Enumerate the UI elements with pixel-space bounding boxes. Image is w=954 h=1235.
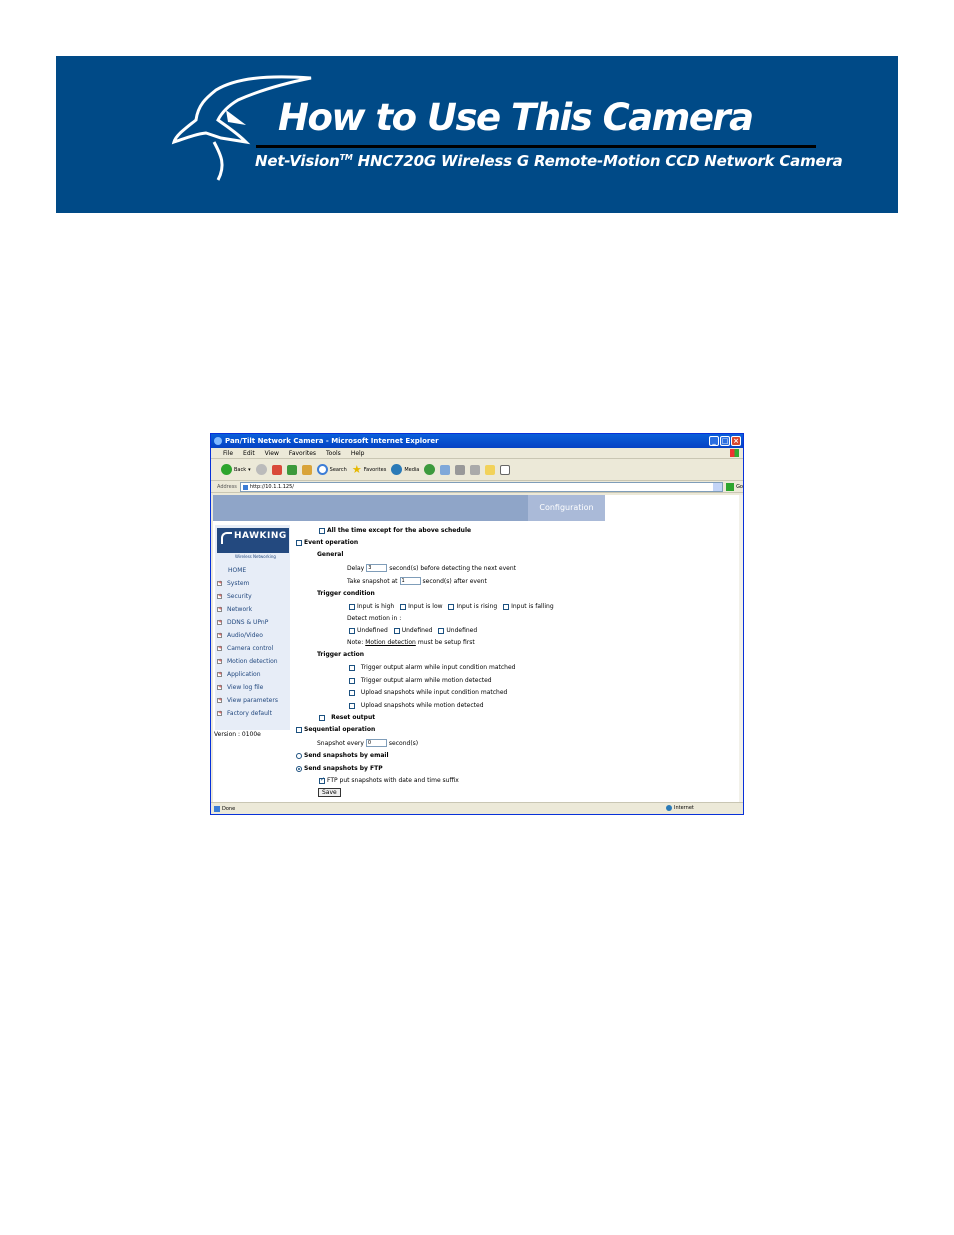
send-ftp-row: Send snapshots by FTP — [296, 765, 383, 772]
stop-icon[interactable] — [272, 465, 282, 475]
menu-tools[interactable]: Tools — [326, 449, 341, 457]
action-row-4: Upload snapshots while motion detected — [349, 702, 484, 709]
minimize-button[interactable]: _ — [709, 436, 719, 446]
delay-input[interactable]: 3 — [366, 564, 387, 572]
close-button[interactable]: × — [731, 436, 741, 446]
address-input[interactable]: http://10.1.1.125/ — [240, 482, 723, 492]
home-icon[interactable] — [302, 465, 312, 475]
motion-detection-link[interactable]: Motion detection — [365, 639, 416, 646]
address-label: Address — [217, 483, 237, 490]
action-row-2: Trigger output alarm while motion detected — [349, 677, 492, 684]
motion-window-2-checkbox[interactable] — [394, 628, 400, 634]
send-email-row: Send snapshots by email — [296, 752, 389, 759]
expand-icon: + — [218, 580, 223, 586]
snapshot-every-row: Snapshot every 0 second(s) — [317, 739, 419, 747]
input-low-checkbox[interactable] — [400, 604, 406, 610]
history-icon[interactable] — [424, 464, 435, 475]
action-3-checkbox[interactable] — [349, 690, 355, 696]
edit-icon[interactable] — [470, 465, 480, 475]
sidebar-item-home[interactable]: HOME — [228, 567, 247, 574]
sequential-operation-checkbox[interactable] — [296, 727, 302, 733]
favorites-button[interactable]: ★ Favorites — [351, 463, 387, 476]
expand-icon: + — [218, 593, 223, 599]
toolbar — [211, 459, 743, 481]
note-row: Note: Motion detection must be setup first — [347, 639, 475, 646]
expand-icon: + — [218, 606, 223, 612]
expand-icon: + — [218, 671, 223, 677]
sequential-operation-row: Sequential operation — [296, 726, 375, 733]
input-high-checkbox[interactable] — [349, 604, 355, 610]
search-icon — [317, 464, 328, 475]
motion-window-3-checkbox[interactable] — [438, 628, 444, 634]
sidebar-item-factory-default[interactable]: + Factory default — [218, 710, 272, 717]
reset-output-row: Reset output — [319, 714, 375, 721]
banner-title: How to Use This Camera — [278, 96, 753, 139]
banner-subtitle: Net-Vision™ HNC720G Wireless G Remote-Motion CCD Network Camera — [255, 152, 843, 170]
reset-output-checkbox[interactable] — [319, 715, 325, 721]
status-text: Done — [222, 805, 236, 812]
input-falling-checkbox[interactable] — [503, 604, 509, 610]
go-arrow-icon — [726, 483, 734, 491]
trigger-condition-heading: Trigger condition — [317, 590, 375, 597]
send-ftp-radio[interactable] — [296, 766, 302, 772]
menu-favorites[interactable]: Favorites — [288, 449, 317, 457]
sidebar-item-view-parameters[interactable]: + View parameters — [218, 697, 278, 704]
media-button[interactable]: Media — [391, 464, 419, 475]
status-bar — [211, 802, 743, 814]
forward-icon[interactable] — [256, 464, 267, 475]
sidebar-item-audio-video[interactable]: + Audio/Video — [218, 632, 263, 639]
messenger-icon[interactable] — [500, 465, 510, 475]
sidebar — [215, 525, 290, 730]
config-header-bar — [213, 495, 605, 521]
star-icon: ★ — [351, 463, 362, 476]
tab-configuration[interactable]: Configuration — [528, 495, 605, 521]
print-icon[interactable] — [455, 465, 465, 475]
browser-window — [210, 433, 744, 815]
expand-icon: + — [218, 684, 223, 690]
back-button[interactable]: Back ▾ — [221, 464, 251, 475]
snapshot-every-input[interactable]: 0 — [366, 739, 387, 747]
page-content — [213, 495, 739, 802]
search-button[interactable]: Search — [317, 464, 347, 475]
page-icon — [214, 806, 220, 812]
save-row — [318, 788, 341, 797]
sidebar-item-application[interactable]: + Application — [218, 671, 261, 678]
sidebar-item-system[interactable]: + System — [218, 580, 250, 587]
ftp-suffix-row: ✓ FTP put snapshots with date and time suffix — [319, 777, 459, 784]
action-row-1: Trigger output alarm while input condition matched — [349, 664, 515, 671]
motion-windows-row: Undefined Undefined Undefined — [349, 627, 477, 634]
motion-window-1-checkbox[interactable] — [349, 628, 355, 634]
event-operation-checkbox[interactable] — [296, 540, 302, 546]
logo-tagline: Wireless Networking — [235, 554, 276, 559]
general-heading: General — [317, 551, 344, 558]
take-snapshot-row: Take snapshot at 1 second(s) after event — [347, 577, 487, 585]
folder-icon[interactable] — [485, 465, 495, 475]
windows-flag-icon — [730, 449, 739, 457]
action-row-3: Upload snapshots while input condition matched — [349, 689, 507, 696]
ie-icon — [214, 437, 222, 445]
send-email-radio[interactable] — [296, 753, 302, 759]
event-operation-row: Event operation — [296, 539, 358, 546]
expand-icon: + — [218, 658, 223, 664]
security-zone: Internet — [666, 805, 694, 811]
menu-view[interactable]: View — [264, 449, 279, 457]
action-4-checkbox[interactable] — [349, 703, 355, 709]
sidebar-item-view-log[interactable]: + View log file — [218, 684, 264, 691]
take-snapshot-input[interactable]: 1 — [400, 577, 421, 585]
all-time-except-row: All the time except for the above schedule — [319, 527, 471, 534]
maximize-button[interactable]: □ — [721, 437, 729, 445]
menu-bar — [211, 448, 743, 459]
sidebar-item-security[interactable]: + Security — [218, 593, 252, 600]
menu-help[interactable]: Help — [350, 449, 365, 457]
address-dropdown-icon[interactable] — [713, 483, 722, 491]
input-conditions-row: Input is high Input is low Input is rising Input is falling — [349, 603, 554, 610]
sidebar-item-network[interactable]: + Network — [218, 606, 253, 613]
expand-icon: + — [218, 619, 223, 625]
detect-motion-label: Detect motion in : — [347, 615, 402, 622]
event-form — [293, 525, 739, 802]
globe-icon — [666, 805, 672, 811]
version-text: Version : 0100e — [214, 731, 261, 738]
delay-row: Delay 3 second(s) before detecting the next event — [347, 564, 516, 572]
all-time-except-checkbox[interactable] — [319, 528, 325, 534]
menu-file[interactable]: File — [223, 449, 234, 457]
menu-edit[interactable]: Edit — [243, 449, 255, 457]
banner-divider — [256, 145, 816, 148]
save-button[interactable]: Save — [318, 788, 341, 797]
sidebar-item-camera-control[interactable]: + Camera control — [218, 645, 274, 652]
sidebar-item-ddns[interactable]: + DDNS & UPnP — [218, 619, 269, 626]
address-bar — [211, 481, 743, 493]
page-scrollbar[interactable] — [739, 495, 743, 802]
go-button[interactable]: Go — [726, 483, 743, 491]
action-1-checkbox[interactable] — [349, 665, 355, 671]
hawking-logo: HAWKING — [217, 528, 289, 553]
sidebar-item-motion-detection[interactable]: + Motion detection — [218, 658, 278, 665]
window-titlebar — [211, 434, 743, 448]
action-2-checkbox[interactable] — [349, 678, 355, 684]
expand-icon: + — [218, 697, 223, 703]
expand-icon: + — [218, 632, 223, 638]
expand-icon: + — [218, 710, 223, 716]
header-banner — [56, 56, 898, 213]
back-arrow-icon — [221, 464, 232, 475]
media-icon — [391, 464, 402, 475]
trigger-action-heading: Trigger action — [317, 651, 365, 658]
refresh-icon[interactable] — [287, 465, 297, 475]
expand-icon: + — [218, 645, 223, 651]
ftp-suffix-checkbox[interactable] — [319, 778, 325, 784]
mail-icon[interactable] — [440, 465, 450, 475]
window-title: Pan/Tilt Network Camera - Microsoft Internet Explorer — [225, 437, 439, 445]
input-rising-checkbox[interactable] — [448, 604, 454, 610]
